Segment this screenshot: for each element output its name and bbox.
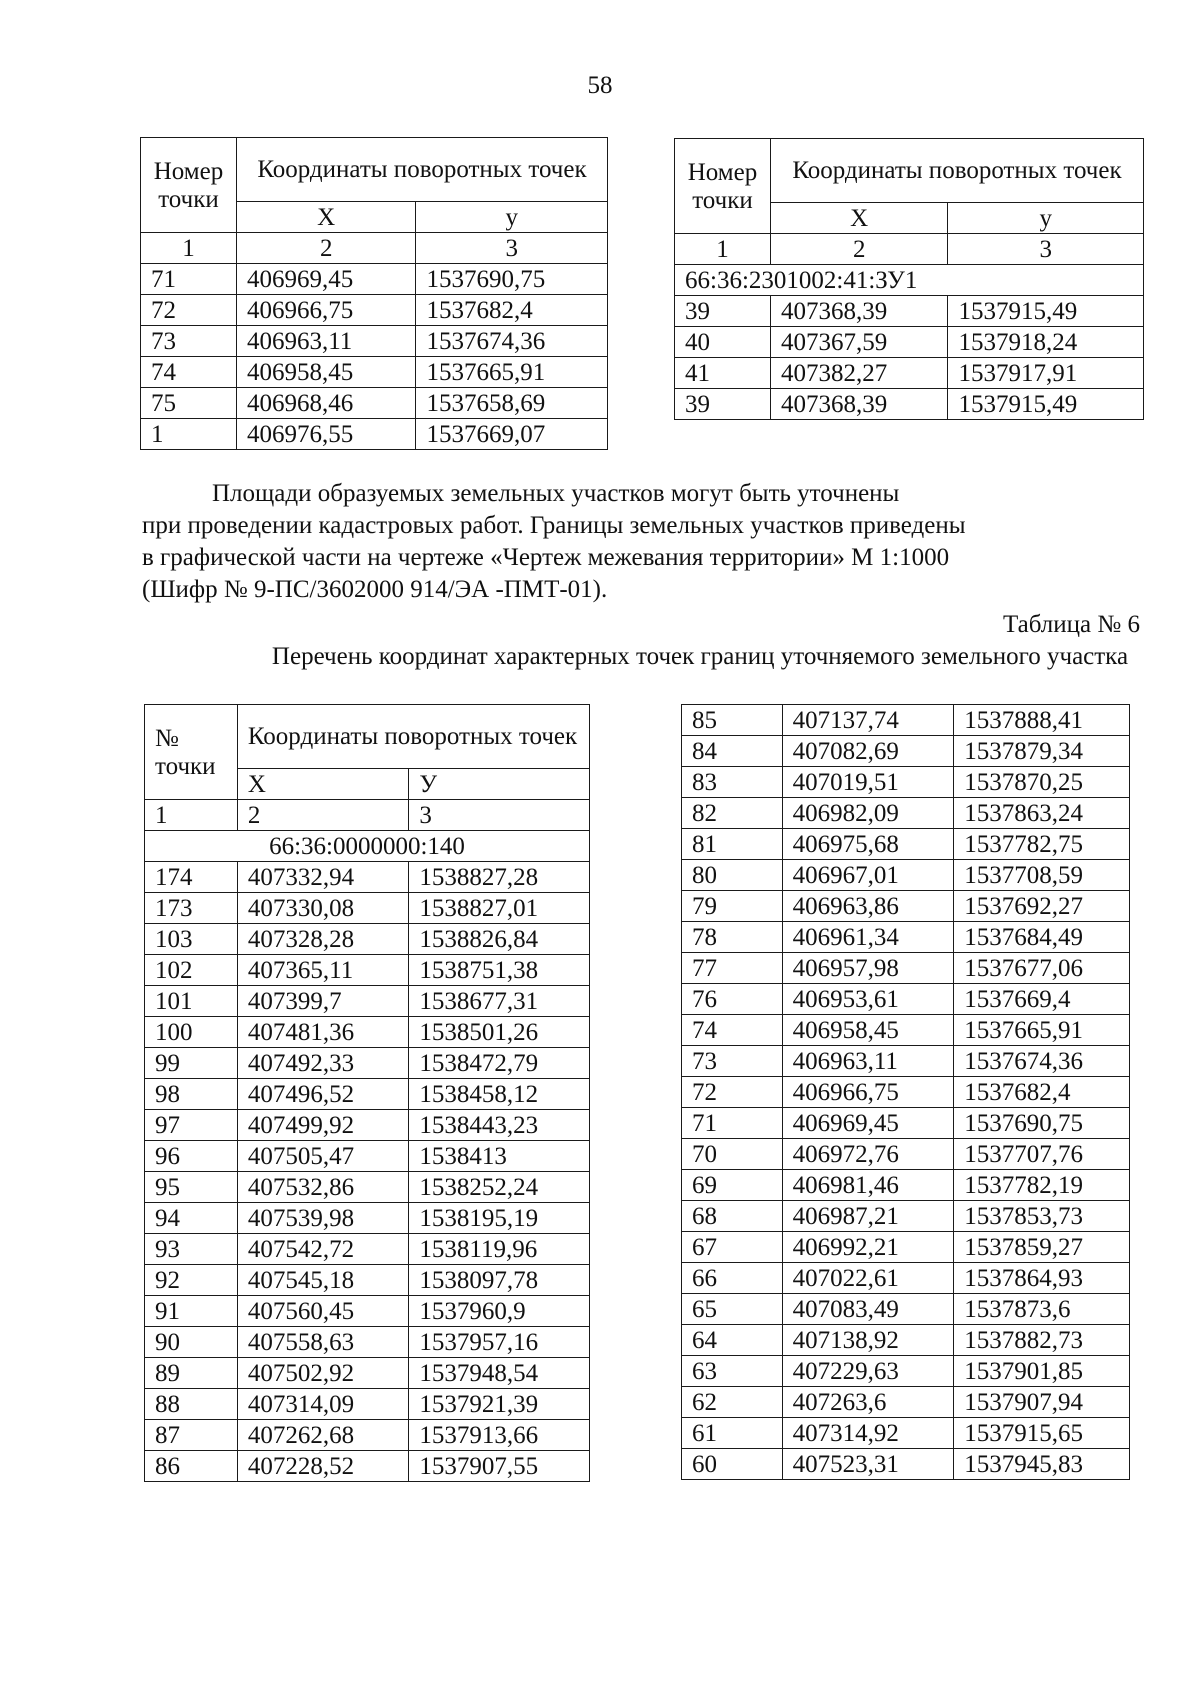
x-coordinate: 407229,63 <box>782 1356 954 1387</box>
table-body <box>141 138 608 450</box>
point-number: 74 <box>141 357 237 388</box>
table-row <box>682 1387 1130 1418</box>
header-y: У <box>409 769 590 800</box>
table-row <box>682 1077 1130 1108</box>
table-row <box>682 1170 1130 1201</box>
x-coordinate: 407083,49 <box>782 1294 954 1325</box>
point-number: 61 <box>682 1418 783 1449</box>
table-row <box>682 1294 1130 1325</box>
x-coordinate: 407368,39 <box>770 389 948 420</box>
table-body <box>145 705 590 1482</box>
x-coordinate: 406957,98 <box>782 953 954 984</box>
x-coordinate: 407523,31 <box>782 1449 954 1480</box>
y-coordinate: 1537879,34 <box>954 736 1130 767</box>
header-coordinates: Координаты поворотных точек <box>236 138 607 202</box>
x-coordinate: 406963,11 <box>782 1046 954 1077</box>
point-number: 63 <box>682 1356 783 1387</box>
point-number: 102 <box>145 955 238 986</box>
table-row <box>145 955 590 986</box>
point-number: 76 <box>682 984 783 1015</box>
table-row <box>141 357 608 388</box>
column-index-row <box>145 800 590 831</box>
table-row <box>141 295 608 326</box>
y-coordinate: 1537957,16 <box>409 1327 590 1358</box>
x-coordinate: 407365,11 <box>237 955 409 986</box>
y-coordinate: 1538472,79 <box>409 1048 590 1079</box>
table-row <box>682 767 1130 798</box>
x-coordinate: 407263,6 <box>782 1387 954 1418</box>
y-coordinate: 1537674,36 <box>416 326 608 357</box>
header-x: Х <box>236 202 416 233</box>
x-coordinate: 407399,7 <box>237 986 409 1017</box>
paragraph-line: в графической части на чертеже «Чертеж межевания территории» М 1:1000 <box>142 544 950 571</box>
y-coordinate: 1537859,27 <box>954 1232 1130 1263</box>
x-coordinate: 407138,92 <box>782 1325 954 1356</box>
table-row <box>682 1139 1130 1170</box>
table-row <box>682 891 1130 922</box>
point-number: 103 <box>145 924 238 955</box>
y-coordinate: 1537665,91 <box>954 1015 1130 1046</box>
y-coordinate: 1537888,41 <box>954 705 1130 736</box>
x-coordinate: 406972,76 <box>782 1139 954 1170</box>
section-row <box>675 265 1144 296</box>
coordinates-table-top-right <box>674 138 1144 420</box>
x-coordinate: 406961,34 <box>782 922 954 953</box>
x-coordinate: 406975,68 <box>782 829 954 860</box>
y-coordinate: 1537669,4 <box>954 984 1130 1015</box>
header-coordinates: Координаты поворотных точек <box>770 139 1143 203</box>
point-number: 74 <box>682 1015 783 1046</box>
y-coordinate: 1537677,06 <box>954 953 1130 984</box>
point-number: 65 <box>682 1294 783 1325</box>
table-row <box>145 1172 590 1203</box>
column-index: 1 <box>145 800 238 831</box>
table-row <box>682 922 1130 953</box>
x-coordinate: 406982,09 <box>782 798 954 829</box>
table-row <box>145 1234 590 1265</box>
header-x: Х <box>237 769 409 800</box>
table-body <box>682 705 1130 1480</box>
column-index: 1 <box>141 233 237 264</box>
y-coordinate: 1537915,65 <box>954 1418 1130 1449</box>
x-coordinate: 406963,86 <box>782 891 954 922</box>
column-index-row <box>141 233 608 264</box>
table-row <box>145 1327 590 1358</box>
y-coordinate: 1537658,69 <box>416 388 608 419</box>
point-number: 100 <box>145 1017 238 1048</box>
table-row <box>675 296 1144 327</box>
point-number: 70 <box>682 1139 783 1170</box>
x-coordinate: 407314,92 <box>782 1418 954 1449</box>
point-number: 72 <box>141 295 237 326</box>
x-coordinate: 406987,21 <box>782 1201 954 1232</box>
column-index: 2 <box>770 234 948 265</box>
point-number: 87 <box>145 1420 238 1451</box>
x-coordinate: 406953,61 <box>782 984 954 1015</box>
point-number: 91 <box>145 1296 238 1327</box>
table-header-row <box>145 705 590 769</box>
y-coordinate: 1537690,75 <box>954 1108 1130 1139</box>
cadastral-number: 66:36:2301002:41:ЗУ1 <box>675 265 1144 296</box>
x-coordinate: 406966,75 <box>782 1077 954 1108</box>
y-coordinate: 1537863,24 <box>954 798 1130 829</box>
table-row <box>145 1389 590 1420</box>
y-coordinate: 1538827,01 <box>409 893 590 924</box>
header-point-number: Номер точки <box>141 138 237 233</box>
point-number: 62 <box>682 1387 783 1418</box>
x-coordinate: 406969,45 <box>236 264 416 295</box>
point-number: 174 <box>145 862 238 893</box>
table-row <box>145 1203 590 1234</box>
x-coordinate: 406963,11 <box>236 326 416 357</box>
x-coordinate: 407502,92 <box>237 1358 409 1389</box>
table-number-label: Таблица № 6 <box>1002 611 1140 638</box>
x-coordinate: 407019,51 <box>782 767 954 798</box>
point-number: 41 <box>675 358 771 389</box>
point-number: 67 <box>682 1232 783 1263</box>
table-row <box>682 736 1130 767</box>
y-coordinate: 1537708,59 <box>954 860 1130 891</box>
table-row <box>145 1451 590 1482</box>
y-coordinate: 1537853,73 <box>954 1201 1130 1232</box>
x-coordinate: 407558,63 <box>237 1327 409 1358</box>
y-coordinate: 1537684,49 <box>954 922 1130 953</box>
point-number: 73 <box>141 326 237 357</box>
table-body <box>675 139 1144 420</box>
point-number: 60 <box>682 1449 783 1480</box>
y-coordinate: 1537915,49 <box>948 296 1144 327</box>
coordinates-table-bottom-left <box>144 704 590 1482</box>
x-coordinate: 406992,21 <box>782 1232 954 1263</box>
y-coordinate: 1537907,55 <box>409 1451 590 1482</box>
table-row <box>682 1356 1130 1387</box>
column-index-row <box>675 234 1144 265</box>
y-coordinate: 1537707,76 <box>954 1139 1130 1170</box>
table-row <box>675 327 1144 358</box>
y-coordinate: 1537948,54 <box>409 1358 590 1389</box>
paragraph-line: Площади образуемых земельных участков могут быть уточнены <box>212 480 900 507</box>
column-index: 2 <box>237 800 409 831</box>
y-coordinate: 1537782,75 <box>954 829 1130 860</box>
table-row <box>145 986 590 1017</box>
point-number: 173 <box>145 893 238 924</box>
table-row <box>682 860 1130 891</box>
table-row <box>145 893 590 924</box>
y-coordinate: 1538119,96 <box>409 1234 590 1265</box>
y-coordinate: 1538751,38 <box>409 955 590 986</box>
table-row <box>145 1420 590 1451</box>
point-number: 69 <box>682 1170 783 1201</box>
point-number: 40 <box>675 327 771 358</box>
table-row <box>145 924 590 955</box>
x-coordinate: 407481,36 <box>237 1017 409 1048</box>
y-coordinate: 1538195,19 <box>409 1203 590 1234</box>
body-paragraph <box>142 478 1142 606</box>
point-number: 39 <box>675 296 771 327</box>
y-coordinate: 1537690,75 <box>416 264 608 295</box>
table-row <box>141 388 608 419</box>
table-row <box>682 829 1130 860</box>
x-coordinate: 406976,55 <box>236 419 416 450</box>
page-number: 58 <box>587 72 613 99</box>
y-coordinate: 1538827,28 <box>409 862 590 893</box>
table-row <box>682 798 1130 829</box>
table-row <box>145 1141 590 1172</box>
point-number: 81 <box>682 829 783 860</box>
table-row <box>682 1015 1130 1046</box>
table-row <box>675 358 1144 389</box>
point-number: 85 <box>682 705 783 736</box>
header-x: Х <box>770 203 948 234</box>
point-number: 77 <box>682 953 783 984</box>
x-coordinate: 407082,69 <box>782 736 954 767</box>
table-row <box>141 264 608 295</box>
y-coordinate: 1537692,27 <box>954 891 1130 922</box>
point-number: 66 <box>682 1263 783 1294</box>
x-coordinate: 406967,01 <box>782 860 954 891</box>
coordinates-table-top-left <box>140 137 608 450</box>
point-number: 39 <box>675 389 771 420</box>
x-coordinate: 407496,52 <box>237 1079 409 1110</box>
y-coordinate: 1537665,91 <box>416 357 608 388</box>
table-row <box>682 1201 1130 1232</box>
x-coordinate: 407262,68 <box>237 1420 409 1451</box>
point-number: 94 <box>145 1203 238 1234</box>
column-index: 2 <box>236 233 416 264</box>
cadastral-number: 66:36:0000000:140 <box>145 831 590 862</box>
y-coordinate: 1537782,19 <box>954 1170 1130 1201</box>
y-coordinate: 1537917,91 <box>948 358 1144 389</box>
table-row <box>145 1265 590 1296</box>
point-number: 71 <box>682 1108 783 1139</box>
x-coordinate: 407545,18 <box>237 1265 409 1296</box>
point-number: 101 <box>145 986 238 1017</box>
table-row <box>145 1048 590 1079</box>
table-caption: Перечень координат характерных точек границ уточняемого земельного участка <box>271 643 1129 670</box>
table-row <box>141 419 608 450</box>
point-number: 97 <box>145 1110 238 1141</box>
y-coordinate: 1538252,24 <box>409 1172 590 1203</box>
table-row <box>145 1017 590 1048</box>
table-row <box>682 1046 1130 1077</box>
x-coordinate: 407492,33 <box>237 1048 409 1079</box>
point-number: 72 <box>682 1077 783 1108</box>
x-coordinate: 407367,59 <box>770 327 948 358</box>
point-number: 68 <box>682 1201 783 1232</box>
y-coordinate: 1538677,31 <box>409 986 590 1017</box>
coordinates-table-bottom-right <box>681 704 1130 1480</box>
column-index: 3 <box>409 800 590 831</box>
table-row <box>145 1110 590 1141</box>
table-header-row <box>141 138 608 202</box>
y-coordinate: 1538413 <box>409 1141 590 1172</box>
point-number: 99 <box>145 1048 238 1079</box>
point-number: 89 <box>145 1358 238 1389</box>
x-coordinate: 407022,61 <box>782 1263 954 1294</box>
point-number: 93 <box>145 1234 238 1265</box>
y-coordinate: 1537907,94 <box>954 1387 1130 1418</box>
header-coordinates: Координаты поворотных точек <box>237 705 589 769</box>
y-coordinate: 1537960,9 <box>409 1296 590 1327</box>
point-number: 88 <box>145 1389 238 1420</box>
x-coordinate: 407368,39 <box>770 296 948 327</box>
table-row <box>682 1325 1130 1356</box>
y-coordinate: 1537669,07 <box>416 419 608 450</box>
table-row <box>675 389 1144 420</box>
x-coordinate: 407560,45 <box>237 1296 409 1327</box>
point-number: 83 <box>682 767 783 798</box>
point-number: 96 <box>145 1141 238 1172</box>
y-coordinate: 1537915,49 <box>948 389 1144 420</box>
point-number: 80 <box>682 860 783 891</box>
table-row <box>682 1232 1130 1263</box>
x-coordinate: 407542,72 <box>237 1234 409 1265</box>
column-index: 3 <box>416 233 608 264</box>
x-coordinate: 406968,46 <box>236 388 416 419</box>
point-number: 84 <box>682 736 783 767</box>
table-header-row <box>675 139 1144 203</box>
column-index: 3 <box>948 234 1144 265</box>
table-row <box>145 1079 590 1110</box>
table-row <box>145 1296 590 1327</box>
x-coordinate: 407330,08 <box>237 893 409 924</box>
x-coordinate: 407228,52 <box>237 1451 409 1482</box>
x-coordinate: 407499,92 <box>237 1110 409 1141</box>
x-coordinate: 406969,45 <box>782 1108 954 1139</box>
y-coordinate: 1537682,4 <box>954 1077 1130 1108</box>
point-number: 90 <box>145 1327 238 1358</box>
table-row <box>141 326 608 357</box>
y-coordinate: 1537901,85 <box>954 1356 1130 1387</box>
section-row <box>145 831 590 862</box>
y-coordinate: 1538458,12 <box>409 1079 590 1110</box>
point-number: 75 <box>141 388 237 419</box>
table-row <box>682 1108 1130 1139</box>
y-coordinate: 1537864,93 <box>954 1263 1130 1294</box>
table-row <box>682 1418 1130 1449</box>
point-number: 95 <box>145 1172 238 1203</box>
table-row <box>682 705 1130 736</box>
header-y: у <box>416 202 608 233</box>
x-coordinate: 406981,46 <box>782 1170 954 1201</box>
point-number: 86 <box>145 1451 238 1482</box>
point-number: 92 <box>145 1265 238 1296</box>
point-number: 64 <box>682 1325 783 1356</box>
x-coordinate: 407137,74 <box>782 705 954 736</box>
x-coordinate: 406958,45 <box>236 357 416 388</box>
header-point-number: № точки <box>145 705 238 800</box>
point-number: 78 <box>682 922 783 953</box>
point-number: 82 <box>682 798 783 829</box>
table-row <box>682 1449 1130 1480</box>
y-coordinate: 1537870,25 <box>954 767 1130 798</box>
header-point-number: Номер точки <box>675 139 771 234</box>
table-row <box>145 862 590 893</box>
x-coordinate: 407382,27 <box>770 358 948 389</box>
paragraph-line: при проведении кадастровых работ. Границы земельных участков приведены <box>142 512 966 539</box>
y-coordinate: 1537682,4 <box>416 295 608 326</box>
column-index: 1 <box>675 234 771 265</box>
x-coordinate: 407314,09 <box>237 1389 409 1420</box>
y-coordinate: 1537945,83 <box>954 1449 1130 1480</box>
y-coordinate: 1538443,23 <box>409 1110 590 1141</box>
table-row <box>682 953 1130 984</box>
x-coordinate: 407328,28 <box>237 924 409 955</box>
y-coordinate: 1537873,6 <box>954 1294 1130 1325</box>
table-row <box>682 1263 1130 1294</box>
point-number: 73 <box>682 1046 783 1077</box>
y-coordinate: 1538826,84 <box>409 924 590 955</box>
y-coordinate: 1537674,36 <box>954 1046 1130 1077</box>
point-number: 98 <box>145 1079 238 1110</box>
x-coordinate: 406958,45 <box>782 1015 954 1046</box>
y-coordinate: 1537918,24 <box>948 327 1144 358</box>
point-number: 71 <box>141 264 237 295</box>
x-coordinate: 407505,47 <box>237 1141 409 1172</box>
x-coordinate: 407539,98 <box>237 1203 409 1234</box>
paragraph-line: (Шифр № 9-ПС/3602000 914/ЭА -ПМТ-01). <box>142 576 608 603</box>
x-coordinate: 407532,86 <box>237 1172 409 1203</box>
point-number: 79 <box>682 891 783 922</box>
y-coordinate: 1538501,26 <box>409 1017 590 1048</box>
x-coordinate: 406966,75 <box>236 295 416 326</box>
table-row <box>145 1358 590 1389</box>
y-coordinate: 1538097,78 <box>409 1265 590 1296</box>
y-coordinate: 1537913,66 <box>409 1420 590 1451</box>
point-number: 1 <box>141 419 237 450</box>
y-coordinate: 1537882,73 <box>954 1325 1130 1356</box>
table-row <box>682 984 1130 1015</box>
header-y: у <box>948 203 1144 234</box>
y-coordinate: 1537921,39 <box>409 1389 590 1420</box>
x-coordinate: 407332,94 <box>237 862 409 893</box>
